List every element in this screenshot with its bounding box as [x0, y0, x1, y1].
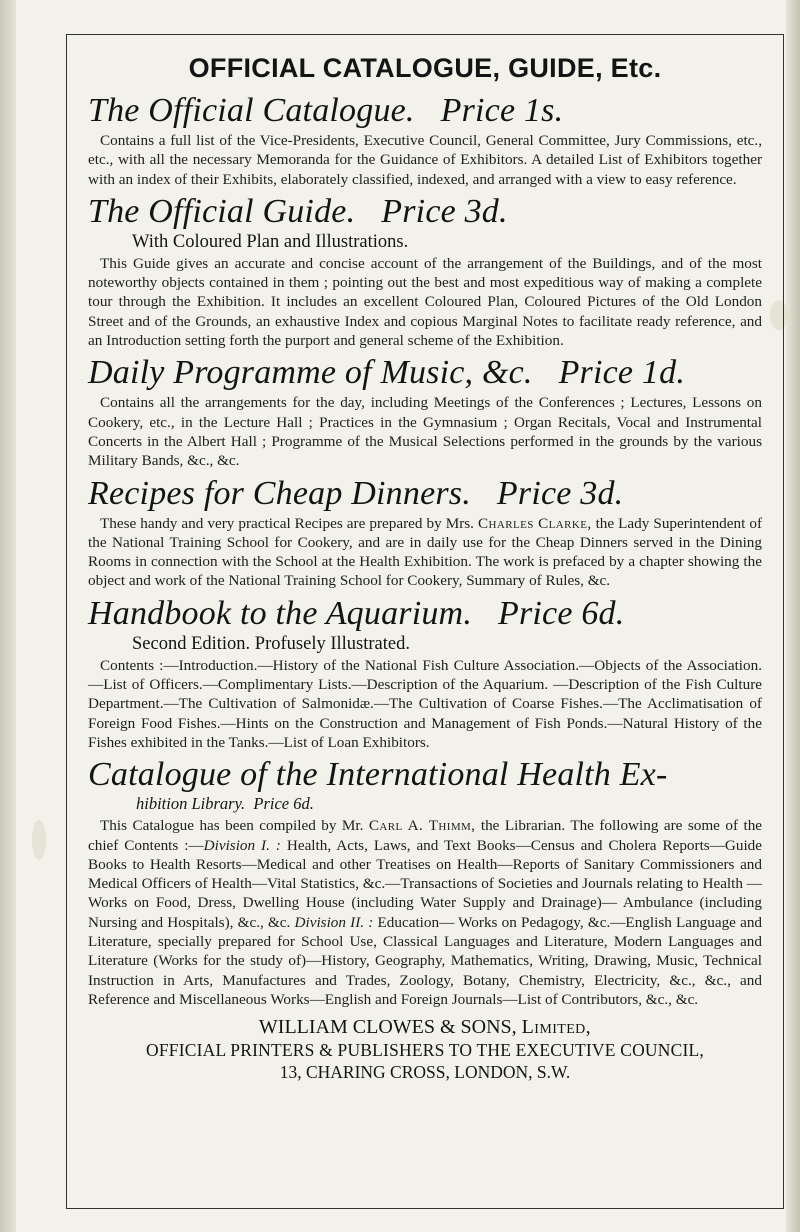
description-text: Education— Works on Pedagogy, &c.—English Language and Literature, specially prepared for School Use, Classical Languages and Literature, Modern Languages and Literature (Works for the study of)—History, Geography, Mathematics, Writing, Drawing, Music, Technical Instruction in Arts, Manufactures and Trades, Zoology, Botany, Chemistry, Electricity, &c., &c., and Reference and Miscellaneous Works—English and Foreign Journals—List of Contributors, &c., &c.	[88, 913, 763, 1008]
section-description: Contains a full list of the Vice-Presidents, Executive Council, General Committee, Jury Commissions, etc., etc., with all the necessary Memoranda for the Guidance of Exhibitors. A detailed List of Exhibitors together with an index of their Exhibits, elaborately classified, indexed, and arranged with a view to easy reference.	[88, 132, 762, 188]
page-content	[88, 50, 762, 1083]
section-title: Recipes for Cheap Dinners.	[88, 474, 471, 512]
section-title: Daily Programme of Music, &c.	[88, 354, 533, 392]
page-edge-left	[0, 0, 16, 1232]
page-header: OFFICIAL CATALOGUE, GUIDE, Etc.	[188, 53, 662, 83]
description-text: the Lady Superintendent of the National Training School for Cookery, and are in daily use for the Cheap Dinners served in the Dining Rooms in connection with the School at the Health Exhibition. The work is prefaced by a chapter showing the object and work of the National Training School for Cookery, Summary of Rules, &c.	[88, 514, 763, 590]
section-heading: Catalogue of the International Health Ex-	[88, 756, 668, 794]
section-subtitle: With Coloured Plan and Illustrations.	[132, 231, 409, 252]
section-title: Handbook to the Aquarium.	[88, 594, 473, 632]
section-price: Price 1d.	[558, 354, 686, 392]
section-heading	[88, 92, 762, 130]
section-description: Contents :—Introduction.—History of the National Fish Culture Association.—Objects of the Association.—List of Officers.—Complimentary Lists.—Description of the Aquarium. —Description of the Fish Culture Department.—The Cultivation of Salmonidæ.—The Cultivation of Coarse Fishes.—The Acclimatisation of Foreign Food Fishes.—Hints on the Construction and Management of Fish Ponds.—Natural History of the Fishes exhibited in the Tanks.—List of Loan Exhibitors.	[88, 656, 762, 751]
publisher-role: OFFICIAL PRINTERS & PUBLISHERS TO THE EXECUTIVE COUNCIL,	[146, 1040, 704, 1061]
section-heading	[88, 595, 762, 633]
section-description: This Guide gives an accurate and concise account of the arrangement of the Buildings, and of the most noteworthy objects contained in them ; pointing out the best and most expeditious way of making a complete tour through the Exhibition. It includes an excellent Coloured Plan, Coloured Pictures of the Old London Street and of the Grounds, an exhaustive Index and copious Marginal Notes to facilitate ready reference, and an Introduction setting forth the purport and general scheme of the Exhibition.	[88, 254, 762, 350]
section-description	[88, 816, 762, 1009]
division-label: Division I. :	[203, 836, 281, 854]
section-aquarium-handbook	[88, 595, 762, 752]
section-price: Price 3d.	[496, 474, 624, 512]
author-name: Carl A. Thimm,	[368, 817, 476, 835]
section-price: Price 3d.	[381, 192, 508, 230]
description-text: These handy and very practical Recipes are prepared by Mrs.	[100, 514, 474, 532]
section-title-cont: hibition Library.	[136, 794, 246, 814]
section-price: Price 1s.	[440, 92, 564, 129]
division-label: Division II. :	[294, 913, 374, 931]
section-title: The Official Guide.	[88, 192, 356, 230]
publisher-name-main: WILLIAM CLOWES & SONS,	[258, 1016, 517, 1039]
description-text: Health, Acts, Laws, and Text Books—Census and Cholera Reports—Guide Books to Health Resorts—Medical and other Treatises on Health—Reports of Sanitary Commissioners and Medical Officers of Health—Vital Statistics, &c.—Transactions of Societies and Journals relating to Health —Works on Food, Dress, Dwelling House (including Water Supply and Drainage)— Ambulance (including Nursing and Hospitals), &c., &c.	[88, 836, 763, 931]
section-library-catalogue	[88, 756, 762, 1009]
section-heading	[88, 193, 762, 231]
section-subtitle: Second Edition. Profusely Illustrated.	[132, 633, 410, 654]
section-heading	[88, 475, 762, 513]
page-edge-right	[786, 0, 800, 1232]
section-daily-programme	[88, 354, 762, 470]
section-price: Price 6d.	[253, 794, 314, 814]
section-official-catalogue	[88, 92, 762, 189]
publisher-name	[88, 1015, 762, 1039]
publisher-footer	[88, 1015, 762, 1083]
publisher-name-suffix: Limited,	[521, 1016, 592, 1039]
description-text: This Catalogue has been compiled by Mr.	[100, 817, 364, 835]
section-description	[88, 514, 762, 591]
section-heading	[88, 354, 762, 392]
paper-stain	[32, 820, 46, 860]
section-title-continuation	[136, 794, 762, 814]
section-official-guide	[88, 193, 762, 350]
section-title: The Official Catalogue.	[88, 92, 415, 129]
description-text: the Librarian. The following are some of the chief Contents :—	[88, 817, 763, 854]
author-name: Charles Clarke,	[478, 514, 592, 532]
section-recipes	[88, 475, 762, 591]
publisher-address: 13, CHARING CROSS, LONDON, S.W.	[279, 1062, 571, 1083]
section-price: Price 6d.	[498, 594, 625, 632]
section-description: Contains all the arrangements for the day, including Meetings of the Conferences ; Lectures, Lessons on Cookery, etc., in the Lecture Hall ; Practices in the Gymnasium ; Organ Recitals, Vocal and Instrumental Concerts in the Albert Hall ; Programme of the Musical Selections performed in the grounds by the various Military Bands, &c., &c.	[88, 394, 762, 470]
